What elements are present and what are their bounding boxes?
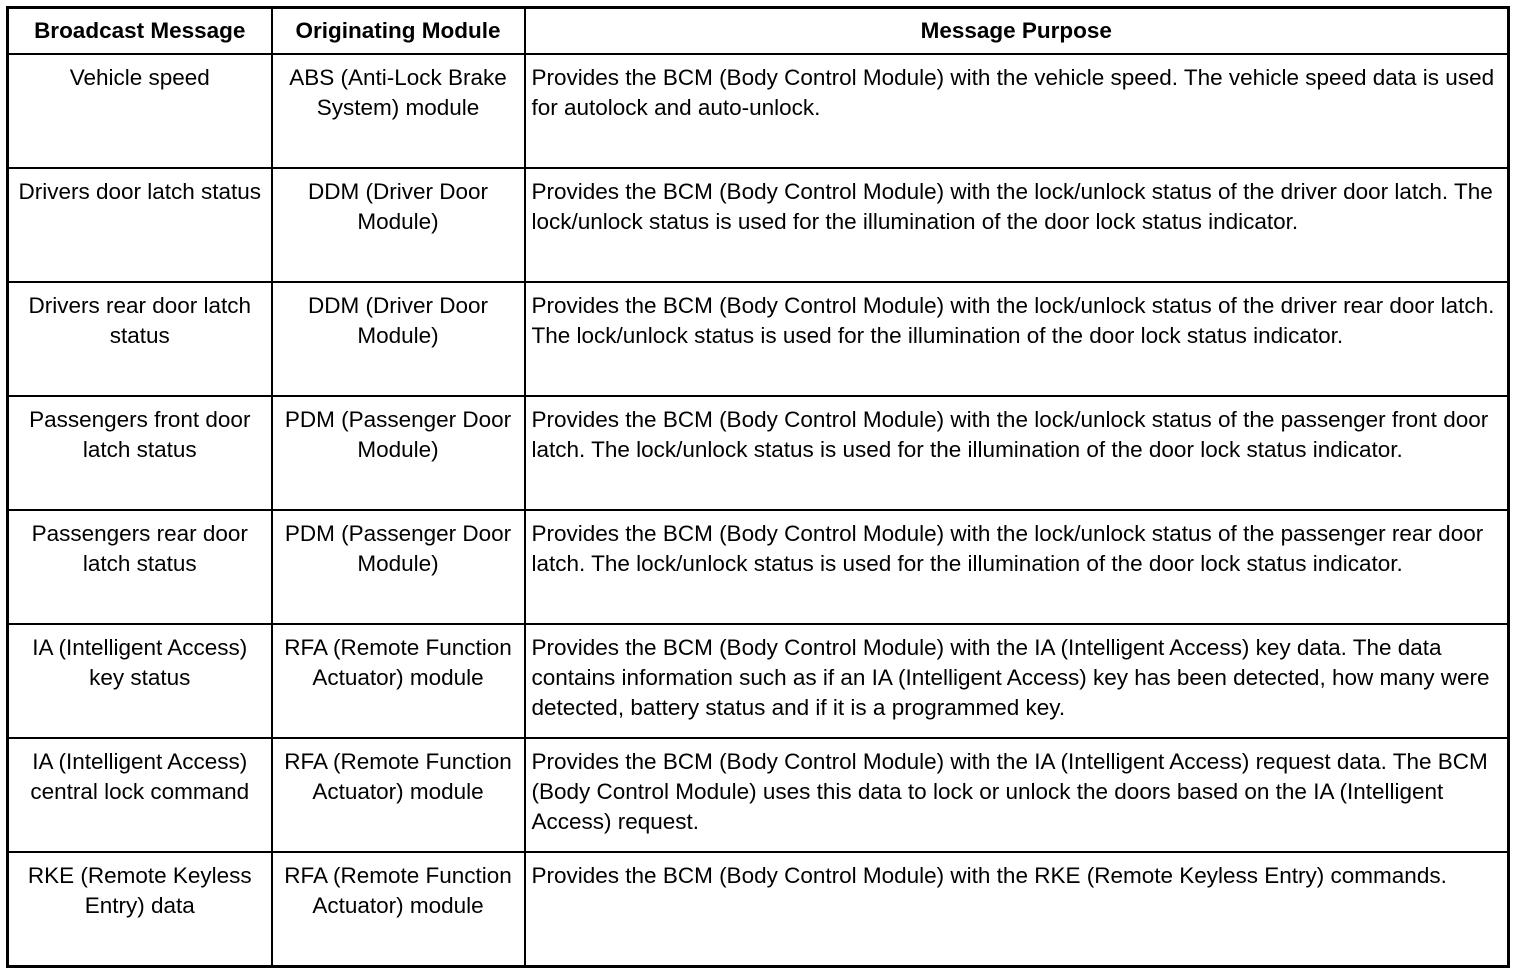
cell-broadcast-message: Vehicle speed [8, 54, 272, 168]
table-row [8, 282, 1509, 396]
cell-originating-module: DDM (Driver Door Module) [272, 168, 525, 282]
table-header-row [8, 8, 1509, 55]
header-broadcast-message: Broadcast Message [8, 8, 272, 55]
cell-message-purpose: Provides the BCM (Body Control Module) with the IA (Intelligent Access) key data. The data contains information such as if an IA (Intelligent Access) key has been detected, how many were detected, battery status and if it is a programmed key. [525, 624, 1509, 738]
cell-broadcast-message: IA (Intelligent Access) key status [8, 624, 272, 738]
cell-message-purpose: Provides the BCM (Body Control Module) with the lock/unlock status of the driver door latch. The lock/unlock status is used for the illumination of the door lock status indicator. [525, 168, 1509, 282]
header-message-purpose: Message Purpose [525, 8, 1509, 55]
table-row [8, 624, 1509, 738]
header-originating-module: Originating Module [272, 8, 525, 55]
cell-broadcast-message: Drivers door latch status [8, 168, 272, 282]
cell-broadcast-message: RKE (Remote Keyless Entry) data [8, 852, 272, 967]
cell-broadcast-message: Passengers front door latch status [8, 396, 272, 510]
cell-originating-module: RFA (Remote Function Actuator) module [272, 852, 525, 967]
cell-message-purpose: Provides the BCM (Body Control Module) with the vehicle speed. The vehicle speed data is used for autolock and auto-unlock. [525, 54, 1509, 168]
table-row [8, 54, 1509, 168]
table-row [8, 168, 1509, 282]
cell-broadcast-message: Passengers rear door latch status [8, 510, 272, 624]
table-row [8, 852, 1509, 967]
cell-message-purpose: Provides the BCM (Body Control Module) with the lock/unlock status of the driver rear door latch. The lock/unlock status is used for the illumination of the door lock status indicator. [525, 282, 1509, 396]
table-row [8, 510, 1509, 624]
cell-message-purpose: Provides the BCM (Body Control Module) with the lock/unlock status of the passenger front door latch. The lock/unlock status is used for the illumination of the door lock status indicator. [525, 396, 1509, 510]
cell-originating-module: RFA (Remote Function Actuator) module [272, 738, 525, 852]
broadcast-message-table [6, 6, 1510, 968]
cell-originating-module: PDM (Passenger Door Module) [272, 396, 525, 510]
cell-message-purpose: Provides the BCM (Body Control Module) with the RKE (Remote Keyless Entry) commands. [525, 852, 1509, 967]
cell-broadcast-message: Drivers rear door latch status [8, 282, 272, 396]
cell-broadcast-message: IA (Intelligent Access) central lock command [8, 738, 272, 852]
cell-originating-module: PDM (Passenger Door Module) [272, 510, 525, 624]
cell-originating-module: DDM (Driver Door Module) [272, 282, 525, 396]
table-row [8, 738, 1509, 852]
table-row [8, 396, 1509, 510]
cell-message-purpose: Provides the BCM (Body Control Module) with the lock/unlock status of the passenger rear door latch. The lock/unlock status is used for the illumination of the door lock status indicator. [525, 510, 1509, 624]
cell-message-purpose: Provides the BCM (Body Control Module) with the IA (Intelligent Access) request data. The BCM (Body Control Module) uses this data to lock or unlock the doors based on the IA (Intelligent Access) request. [525, 738, 1509, 852]
cell-originating-module: RFA (Remote Function Actuator) module [272, 624, 525, 738]
cell-originating-module: ABS (Anti-Lock Brake System) module [272, 54, 525, 168]
